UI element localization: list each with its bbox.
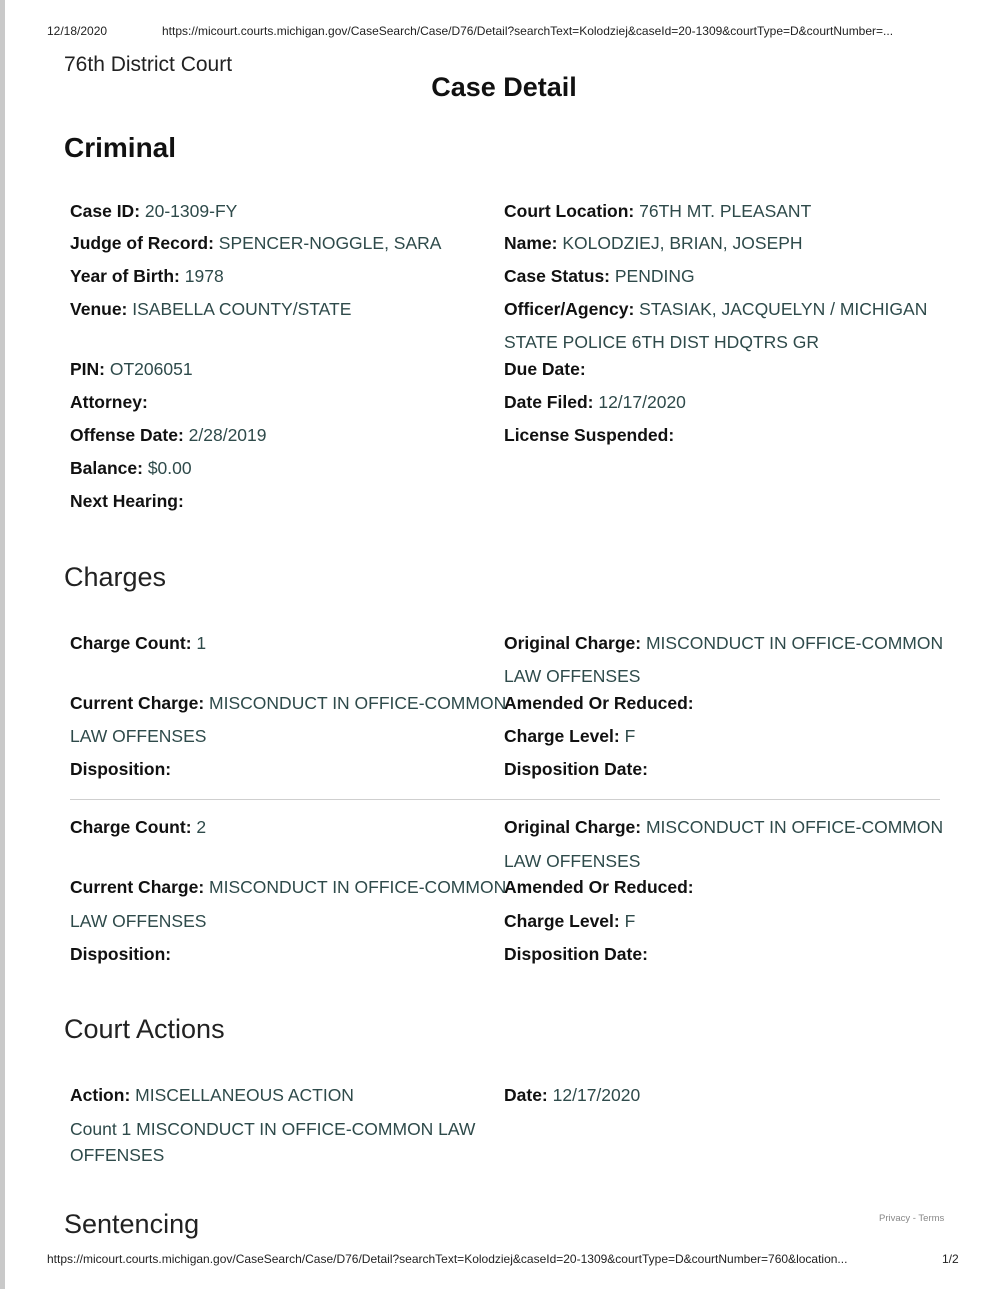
court-location-value: 76TH MT. PLEASANT — [634, 201, 812, 221]
officer-agency-value: STASIAK, JACQUELYN / MICHIGAN — [634, 299, 928, 319]
charge-count-label: Charge Count: — [70, 633, 192, 653]
pin-label: PIN: — [70, 359, 105, 379]
section-title-charges: Charges — [64, 562, 167, 592]
venue-value: ISABELLA COUNTY/STATE — [127, 299, 352, 319]
page-number: 1/2 — [942, 1252, 959, 1266]
page-edge-rule — [0, 0, 5, 1289]
license-suspended-field — [504, 425, 674, 445]
action-value: MISCELLANEOUS ACTION — [130, 1085, 354, 1105]
action-label: Action: — [70, 1085, 131, 1105]
privacy-terms-link[interactable]: Privacy - Terms — [879, 1213, 945, 1224]
judge-value: SPENCER-NOGGLE, SARA — [213, 233, 442, 253]
case-status-field — [504, 266, 695, 286]
pin-value: OT206051 — [105, 359, 193, 379]
year-of-birth-label: Year of Birth: — [70, 266, 180, 286]
charge-level-value: F — [619, 726, 636, 746]
name-field — [504, 233, 803, 253]
current-charge-value-continued: LAW OFFENSES — [70, 726, 207, 746]
court-name: 76th District Court — [64, 53, 233, 76]
action-date-value: 12/17/2020 — [547, 1085, 641, 1105]
officer-agency-field — [504, 299, 927, 319]
disposition-label: Disposition: — [70, 944, 172, 964]
current-charge-label: Current Charge: — [70, 693, 205, 713]
current-charge-value: MISCONDUCT IN OFFICE-COMMON — [204, 693, 507, 713]
action-description-continued: OFFENSES — [70, 1145, 165, 1165]
original-charge-field — [504, 633, 943, 653]
charge-count-label: Charge Count: — [70, 817, 192, 837]
current-charge-value: MISCONDUCT IN OFFICE-COMMON — [204, 877, 507, 897]
year-of-birth-value: 1978 — [179, 266, 224, 286]
charge-divider — [70, 799, 940, 800]
next-hearing-label: Next Hearing: — [70, 491, 184, 511]
officer-agency-value-continued: STATE POLICE 6TH DIST HDQTRS GR — [504, 332, 820, 352]
balance-field — [70, 458, 192, 478]
pin-field — [70, 359, 193, 379]
date-filed-value: 12/17/2020 — [593, 392, 686, 412]
section-title-criminal: Criminal — [64, 132, 177, 163]
charge-level-label: Charge Level: — [504, 911, 620, 931]
disposition-date-label: Disposition Date: — [504, 944, 648, 964]
current-charge-label: Current Charge: — [70, 877, 205, 897]
license-suspended-label: License Suspended: — [504, 425, 675, 445]
section-title-court-actions: Court Actions — [64, 1014, 225, 1044]
charge-level-field — [504, 911, 635, 931]
current-charge-value-continued: LAW OFFENSES — [70, 911, 207, 931]
due-date-field — [504, 359, 586, 379]
case-id-label: Case ID: — [70, 201, 141, 221]
date-filed-label: Date Filed: — [504, 392, 594, 412]
charge-count-value: 2 — [191, 817, 207, 837]
attorney-label: Attorney: — [70, 392, 148, 412]
original-charge-field — [504, 817, 943, 837]
amended-label: Amended Or Reduced: — [504, 877, 694, 897]
court-location-field — [504, 201, 811, 221]
amended-field — [504, 877, 694, 897]
charge-level-field — [504, 726, 635, 746]
original-charge-label: Original Charge: — [504, 633, 642, 653]
court-location-label: Court Location: — [504, 201, 635, 221]
judge-label: Judge of Record: — [70, 233, 214, 253]
case-id-field — [70, 201, 237, 221]
action-field — [70, 1085, 354, 1105]
date-filed-field — [504, 392, 686, 412]
print-header-url: https://micourt.courts.michigan.gov/CaseSearch/Case/D76/Detail?searchText=Kolodziej&caseId=20-1309&courtType=D&courtNumber=... — [162, 24, 894, 38]
original-charge-value-continued: LAW OFFENSES — [504, 666, 641, 686]
charge-level-label: Charge Level: — [504, 726, 620, 746]
action-date-label: Date: — [504, 1085, 548, 1105]
next-hearing-field — [70, 491, 184, 511]
charge-count-value: 1 — [191, 633, 207, 653]
name-label: Name: — [504, 233, 558, 253]
action-date-field — [504, 1085, 640, 1105]
page-title: Case Detail — [431, 72, 577, 102]
charge-level-value: F — [619, 911, 636, 931]
case-status-label: Case Status: — [504, 266, 611, 286]
balance-value: $0.00 — [142, 458, 192, 478]
case-status-value: PENDING — [610, 266, 695, 286]
year-of-birth-field — [70, 266, 224, 286]
amended-label: Amended Or Reduced: — [504, 693, 694, 713]
venue-field — [70, 299, 351, 319]
disposition-field — [70, 759, 171, 779]
original-charge-label: Original Charge: — [504, 817, 642, 837]
action-description: Count 1 MISCONDUCT IN OFFICE-COMMON LAW — [70, 1119, 476, 1139]
disposition-date-field — [504, 944, 648, 964]
balance-label: Balance: — [70, 458, 143, 478]
attorney-field — [70, 392, 148, 412]
offense-date-value: 2/28/2019 — [183, 425, 267, 445]
venue-label: Venue: — [70, 299, 128, 319]
charge-count-field — [70, 633, 206, 653]
offense-date-label: Offense Date: — [70, 425, 184, 445]
name-value: KOLODZIEJ, BRIAN, JOSEPH — [557, 233, 803, 253]
amended-field — [504, 693, 694, 713]
section-title-sentencing: Sentencing — [64, 1209, 200, 1239]
original-charge-value: MISCONDUCT IN OFFICE-COMMON — [641, 817, 944, 837]
print-date: 12/18/2020 — [47, 24, 108, 38]
disposition-date-label: Disposition Date: — [504, 759, 648, 779]
offense-date-field — [70, 425, 267, 445]
case-id-value: 20-1309-FY — [140, 201, 238, 221]
print-footer-url: https://micourt.courts.michigan.gov/CaseSearch/Case/D76/Detail?searchText=Kolodziej&caseId=20-1309&courtType=D&courtNumber=760&location... — [47, 1252, 848, 1266]
original-charge-value: MISCONDUCT IN OFFICE-COMMON — [641, 633, 944, 653]
disposition-field — [70, 944, 171, 964]
original-charge-value-continued: LAW OFFENSES — [504, 851, 641, 871]
current-charge-field — [70, 877, 506, 897]
charge-count-field — [70, 817, 206, 837]
disposition-label: Disposition: — [70, 759, 172, 779]
judge-field — [70, 233, 441, 253]
due-date-label: Due Date: — [504, 359, 586, 379]
officer-agency-label: Officer/Agency: — [504, 299, 635, 319]
current-charge-field — [70, 693, 506, 713]
disposition-date-field — [504, 759, 648, 779]
